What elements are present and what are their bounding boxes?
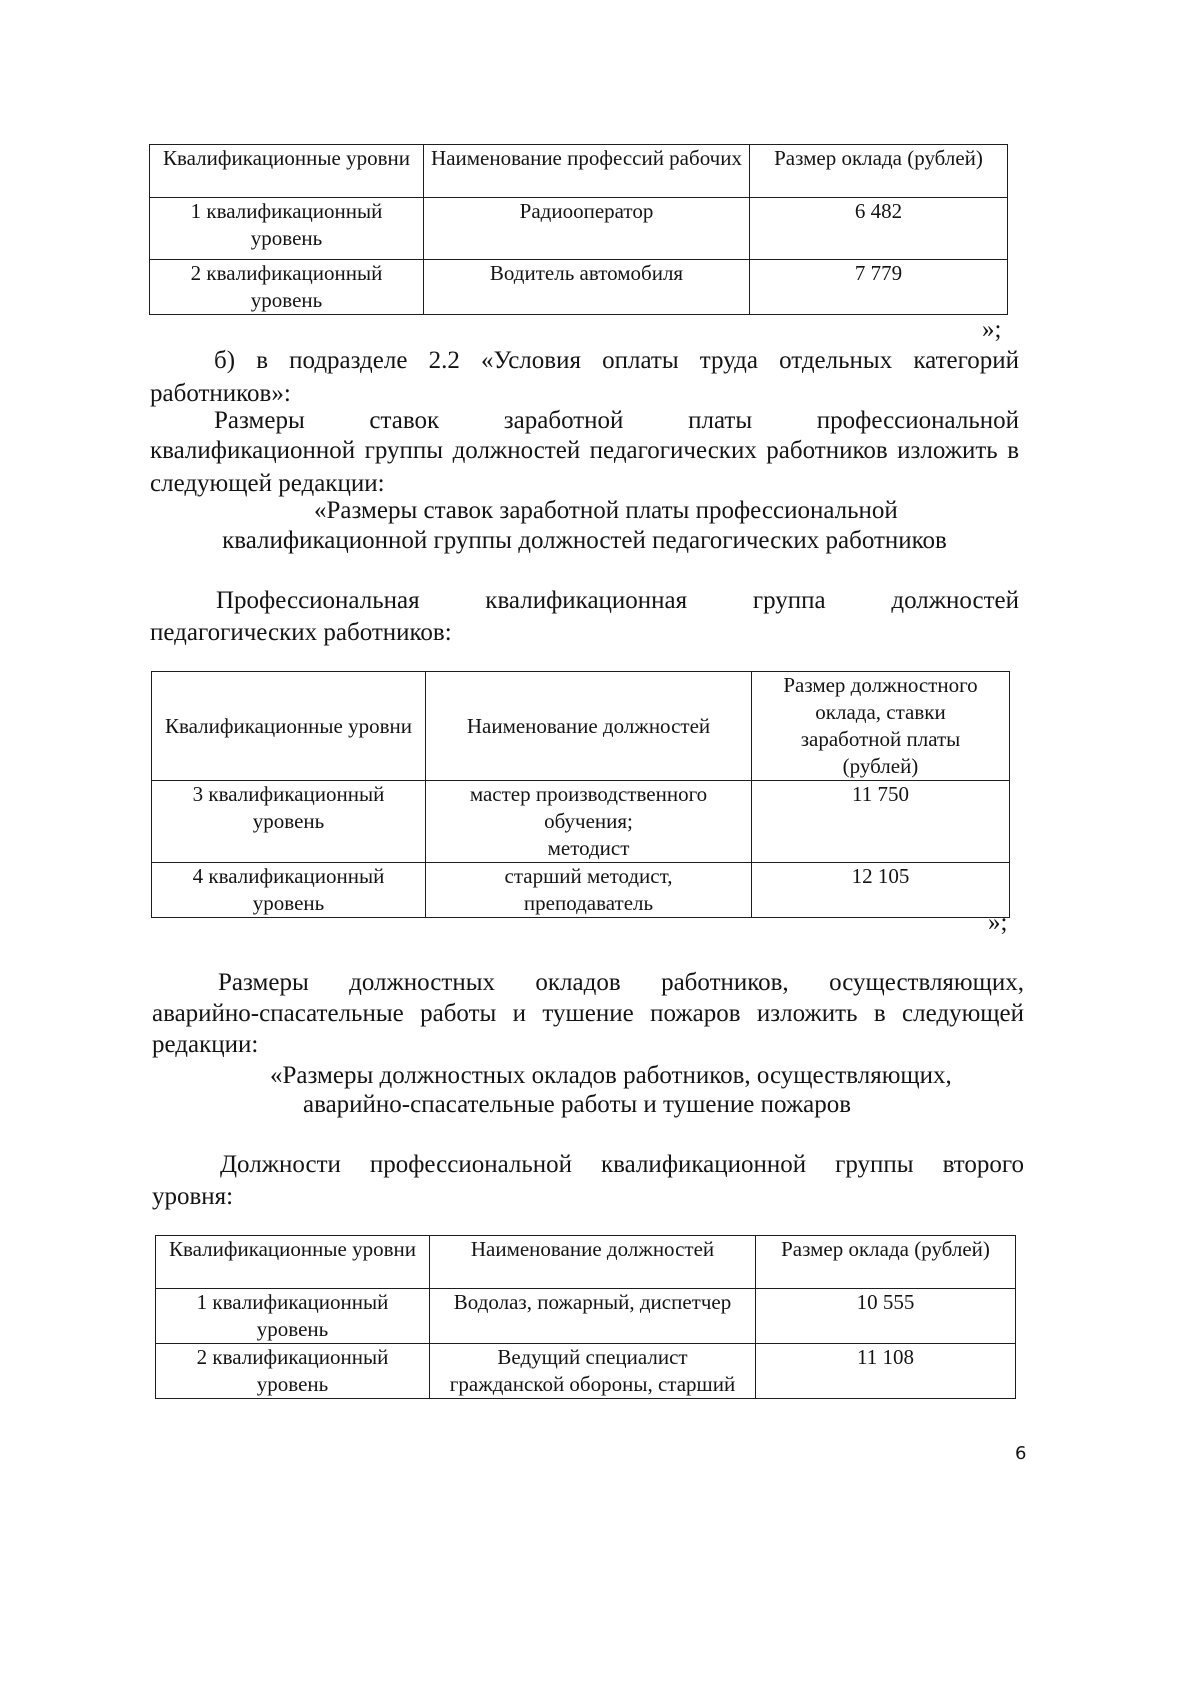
section-b-para-line1: Размеры ставок заработной платы профессиональной bbox=[214, 407, 1019, 434]
rescue-para-line2: аварийно-спасательные работы и тушение пожаров изложить в следующей bbox=[152, 1000, 1024, 1027]
rescue-heading-line2: аварийно-спасательные работы и тушение пожаров bbox=[303, 1091, 852, 1118]
rescue-para-line1: Размеры должностных окладов работников, осуществляющих, bbox=[218, 969, 1024, 996]
header-salary: Размер оклада (рублей) bbox=[750, 145, 1008, 198]
header-positions: Наименование должностей bbox=[426, 672, 752, 781]
row-level: 4 квалификационный уровень bbox=[152, 863, 426, 918]
rescue-heading-line1: «Размеры должностных окладов работников, осуществляющих, bbox=[270, 1062, 952, 1089]
rescue-group-line2: уровня: bbox=[152, 1183, 234, 1210]
table-header-row bbox=[152, 672, 1010, 781]
rescue-group-line1: Должности профессиональной квалификационной группы второго bbox=[220, 1151, 1024, 1178]
header-salary: Размер оклада (рублей) bbox=[756, 1236, 1016, 1289]
rescue-para-line3: редакции: bbox=[152, 1031, 259, 1058]
row-position bbox=[430, 1344, 756, 1399]
section-b-line2: работников»: bbox=[150, 380, 291, 407]
position-line: мастер производственного bbox=[469, 782, 708, 806]
table-header-row bbox=[150, 145, 1008, 198]
table-row bbox=[156, 1289, 1016, 1344]
row-salary: 6 482 bbox=[750, 198, 1008, 260]
row-salary: 10 555 bbox=[756, 1289, 1016, 1344]
header-professions: Наименование профессий рабочих bbox=[424, 145, 750, 198]
row-level: 3 квалификационный уровень bbox=[152, 781, 426, 863]
row-level: 2 квалификационный уровень bbox=[150, 260, 424, 315]
row-position bbox=[426, 781, 752, 863]
table-row bbox=[152, 863, 1010, 918]
row-profession: Водитель автомобиля bbox=[424, 260, 750, 315]
section-b-para-rest: квалификационной группы должностей педагогических работников изложить в следующей редакции: bbox=[150, 437, 1019, 497]
section-b-group-line1: Профессиональная квалификационная группа должностей bbox=[216, 587, 1019, 614]
table-row bbox=[150, 260, 1008, 315]
section-b-heading-line1: «Размеры ставок заработной платы профессиональной bbox=[314, 497, 898, 524]
table2-closing-quote: »; bbox=[988, 909, 1008, 936]
table1-closing-quote: »; bbox=[982, 316, 1002, 343]
position-line: обучения; bbox=[544, 809, 633, 833]
table-rescue-salaries bbox=[155, 1235, 1016, 1399]
row-salary: 12 105 bbox=[752, 863, 1010, 918]
section-b-line1: б) в подразделе 2.2 «Условия оплаты труда отдельных категорий bbox=[214, 347, 1019, 374]
position-line: преподаватель bbox=[523, 891, 654, 915]
section-b-heading-line2: квалификационной группы должностей педагогических работников bbox=[222, 527, 947, 554]
row-position bbox=[426, 863, 752, 918]
section-b-group-line2: педагогических работников: bbox=[150, 619, 452, 646]
header-positions: Наименование должностей bbox=[430, 1236, 756, 1289]
table-row bbox=[156, 1344, 1016, 1399]
row-level: 2 квалификационный уровень bbox=[156, 1344, 430, 1399]
table-row bbox=[150, 198, 1008, 260]
row-level: 1 квалификационный уровень bbox=[150, 198, 424, 260]
table-pedagogical-salaries bbox=[151, 671, 1010, 918]
header-salary: Размер должностного оклада, ставки заработной платы (рублей) bbox=[752, 672, 1010, 781]
header-levels: Квалификационные уровни bbox=[156, 1236, 430, 1289]
row-salary: 11 108 bbox=[756, 1344, 1016, 1399]
row-salary: 7 779 bbox=[750, 260, 1008, 315]
row-position: Водолаз, пожарный, диспетчер bbox=[430, 1289, 756, 1344]
position-line: Ведущий специалист bbox=[497, 1345, 688, 1369]
header-levels: Квалификационные уровни bbox=[150, 145, 424, 198]
row-salary: 11 750 bbox=[752, 781, 1010, 863]
row-level: 1 квалификационный уровень bbox=[156, 1289, 430, 1344]
row-profession: Радиооператор bbox=[424, 198, 750, 260]
header-levels: Квалификационные уровни bbox=[152, 672, 426, 781]
position-line: методист bbox=[547, 836, 630, 860]
table-header-row bbox=[156, 1236, 1016, 1289]
page-number: 6 bbox=[1015, 1443, 1027, 1464]
position-line: гражданской обороны, старший bbox=[449, 1372, 736, 1396]
table-row bbox=[152, 781, 1010, 863]
position-line: старший методист, bbox=[504, 864, 673, 888]
table-workers-salaries bbox=[149, 144, 1008, 315]
